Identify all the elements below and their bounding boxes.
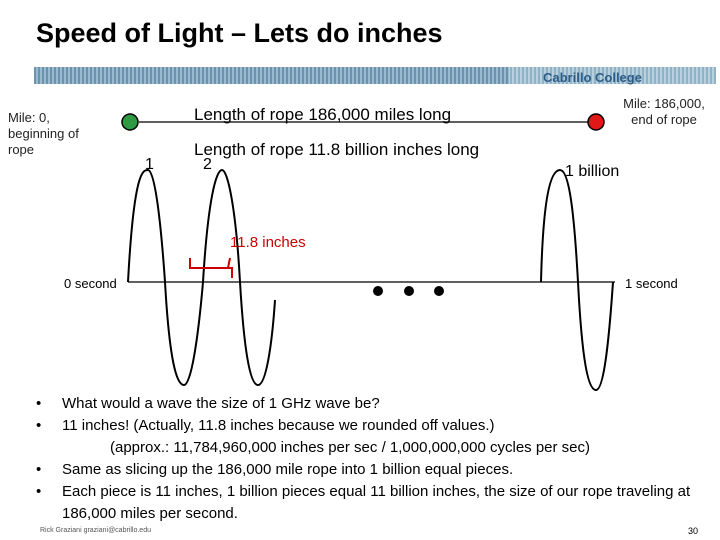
start-time-label: 0 second (64, 276, 117, 291)
bullet-subitem: (approx.: 11,784,960,000 inches per sec / 1,000,000,000 cycles per sec) (110, 439, 591, 456)
bullet-marker: • (36, 461, 42, 478)
bullet-marker: • (36, 483, 42, 500)
bullet-item: • Each piece is 11 inches, 1 billion pieces equal 11 billion inches, the size of our rope traveling at 186,000 miles per second. (36, 483, 691, 522)
rope-length-miles: Length of rope 186,000 miles long (194, 105, 452, 124)
sine-wave-last (541, 170, 613, 390)
bullet-marker: • (36, 395, 42, 412)
footer-author: Rick Graziani graziani@cabrillo.edu (40, 527, 151, 534)
wave-label-2: 2 (203, 156, 212, 173)
bullet-item: • 11 inches! (Actually, 11.8 inches because we rounded off values.) (36, 415, 706, 437)
rope-start-dot (122, 114, 138, 130)
page-number: 30 (688, 526, 699, 536)
bullet-item: • What would a wave the size of 1 GHz wave be? (36, 393, 706, 415)
ellipsis-dot (434, 286, 444, 296)
wave-label-last: 1 billion (565, 163, 620, 180)
rope-length-inches: Length of rope 11.8 billion inches long (194, 140, 480, 159)
right-mile-label: Mile: 186,000, end of rope (623, 96, 705, 127)
slide-title: Speed of Light – Lets do inches (36, 18, 443, 48)
bullet-list (36, 393, 706, 525)
wavelength-brace (190, 258, 232, 278)
left-mile-label: Mile: 0, beginning of rope (8, 110, 79, 157)
wavelength-label: 11.8 inches (230, 234, 306, 251)
wave-label-1: 1 (145, 156, 154, 173)
sine-wave-1 (128, 170, 275, 385)
bullet-item: • Same as slicing up the 186,000 mile rope into 1 billion equal pieces. (36, 459, 706, 481)
college-logo-text: Cabrillo College (543, 70, 642, 85)
ellipsis-dot (404, 286, 414, 296)
bullet-marker: • (36, 417, 42, 434)
end-time-label: 1 second (625, 276, 678, 291)
rope-end-dot (588, 114, 604, 130)
ellipsis-dot (373, 286, 383, 296)
